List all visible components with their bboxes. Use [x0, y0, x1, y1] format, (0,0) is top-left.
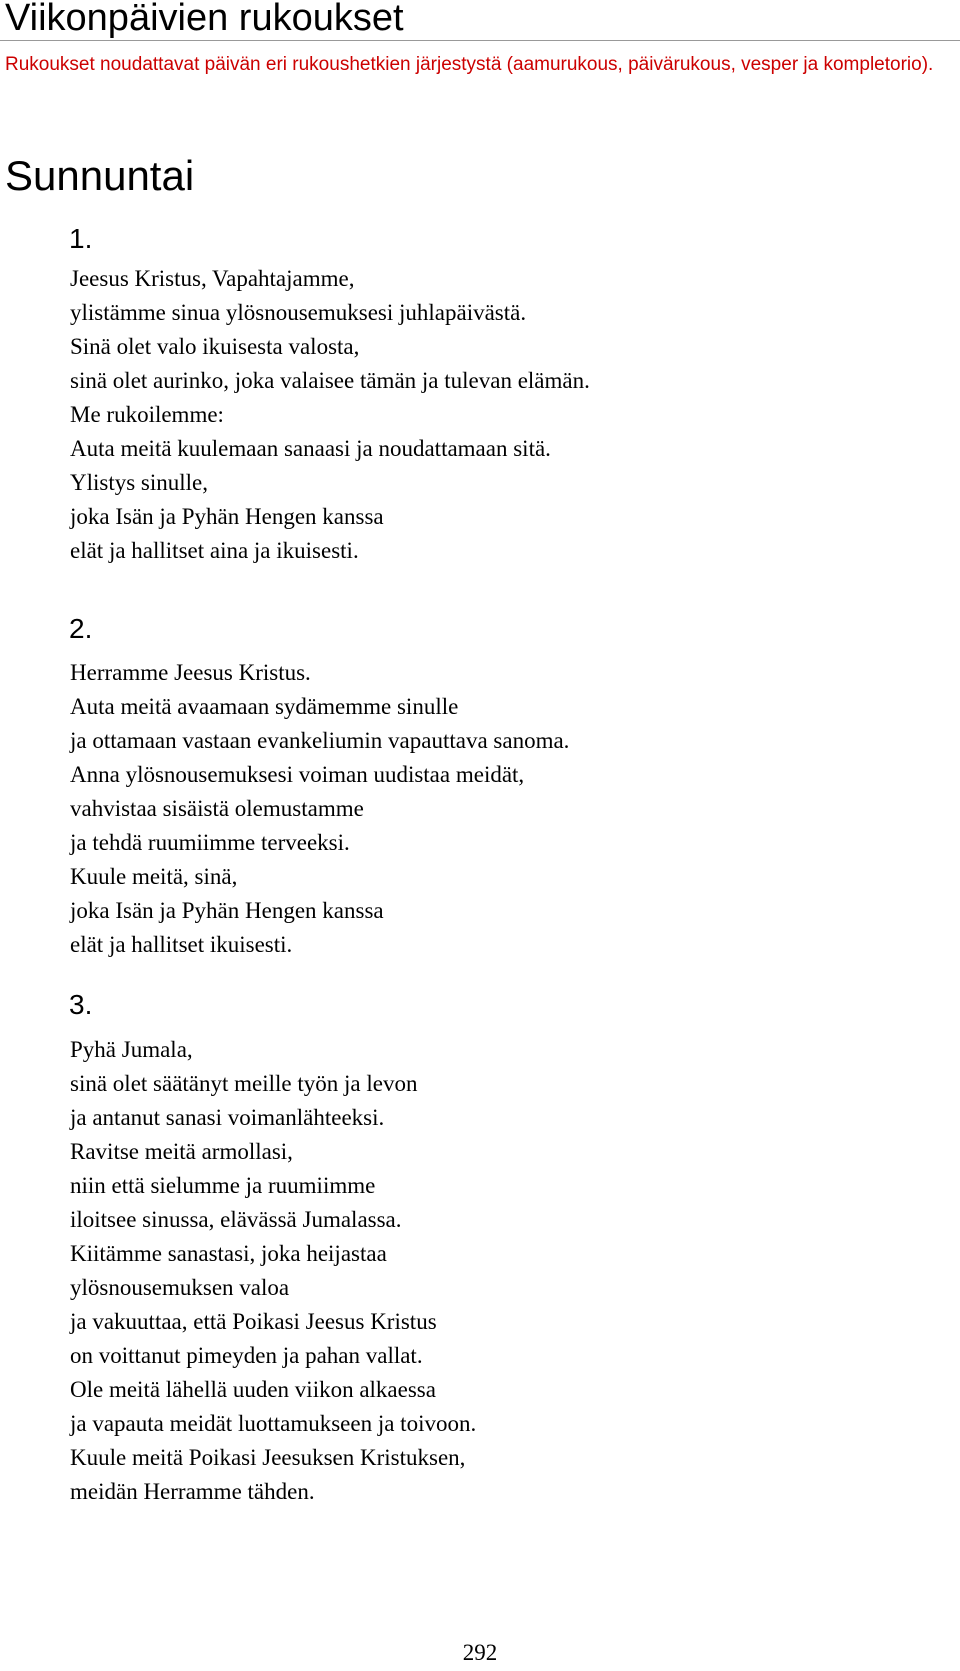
prayer-line: vahvistaa sisäistä olemustamme: [70, 796, 364, 821]
prayer-line: Ole meitä lähellä uuden viikon alkaessa: [70, 1377, 436, 1402]
prayer-line: niin että sielumme ja ruumiimme: [70, 1173, 376, 1198]
prayer-line: ja ottamaan vastaan evankeliumin vapauttava sanoma.: [70, 728, 570, 753]
page-number: 292: [462, 1640, 498, 1665]
title-divider: [0, 40, 960, 41]
prayer-number-1: 1.: [69, 223, 93, 254]
page-title: Viikonpäivien rukoukset: [5, 0, 404, 39]
prayer-line: Ylistys sinulle,: [70, 470, 209, 495]
prayer-line: ja tehdä ruumiimme terveeksi.: [70, 830, 350, 855]
prayer-line: Kuule meitä Poikasi Jeesuksen Kristuksen,: [70, 1445, 466, 1470]
prayer-line: elät ja hallitset ikuisesti.: [70, 932, 293, 957]
prayer-line: Jeesus Kristus, Vapahtajamme,: [70, 266, 355, 291]
prayer-line: on voittanut pimeyden ja pahan vallat.: [70, 1343, 423, 1368]
prayer-line: Auta meitä avaamaan sydämemme sinulle: [70, 694, 459, 719]
prayer-line: Kuule meitä, sinä,: [70, 864, 238, 889]
prayer-line: Ravitse meitä armollasi,: [70, 1139, 293, 1164]
prayer-line: sinä olet säätänyt meille työn ja levon: [70, 1071, 418, 1096]
prayer-line: Me rukoilemme:: [70, 402, 224, 427]
prayer-2: [70, 656, 569, 962]
prayer-line: Herramme Jeesus Kristus.: [70, 660, 311, 685]
prayer-3: [70, 1033, 476, 1509]
prayer-line: Sinä olet valo ikuisesta valosta,: [70, 334, 360, 359]
prayer-line: joka Isän ja Pyhän Hengen kanssa: [70, 898, 384, 923]
prayer-line: ja vapauta meidät luottamukseen ja toivoon.: [70, 1411, 477, 1436]
section-heading-sunday: Sunnuntai: [5, 152, 195, 199]
prayer-line: ja antanut sanasi voimanlähteeksi.: [70, 1105, 385, 1130]
prayer-line: iloitsee sinussa, elävässä Jumalassa.: [70, 1207, 402, 1232]
prayer-line: ylistämme sinua ylösnousemuksesi juhlapäivästä.: [70, 300, 527, 325]
prayer-line: ja vakuuttaa, että Poikasi Jeesus Kristus: [70, 1309, 437, 1334]
prayer-line: Auta meitä kuulemaan sanaasi ja noudattamaan sitä.: [70, 436, 551, 461]
prayer-number-3: 3.: [69, 989, 93, 1020]
prayer-line: joka Isän ja Pyhän Hengen kanssa: [70, 504, 384, 529]
prayer-line: Pyhä Jumala,: [70, 1037, 193, 1062]
intro-text: Rukoukset noudattavat päivän eri rukoushetkien järjestystä (aamurukous, päivärukous, vesper ja kompletorio).: [5, 54, 934, 75]
prayer-line: Kiitämme sanastasi, joka heijastaa: [70, 1241, 387, 1266]
prayer-line: Anna ylösnousemuksesi voiman uudistaa meidät,: [70, 762, 525, 787]
prayer-line: ylösnousemuksen valoa: [70, 1275, 290, 1300]
prayer-line: meidän Herramme tähden.: [70, 1479, 315, 1504]
prayer-1: [70, 262, 590, 568]
prayer-line: sinä olet aurinko, joka valaisee tämän ja tulevan elämän.: [70, 368, 590, 393]
prayer-line: elät ja hallitset aina ja ikuisesti.: [70, 538, 359, 563]
prayer-number-2: 2.: [69, 613, 93, 644]
